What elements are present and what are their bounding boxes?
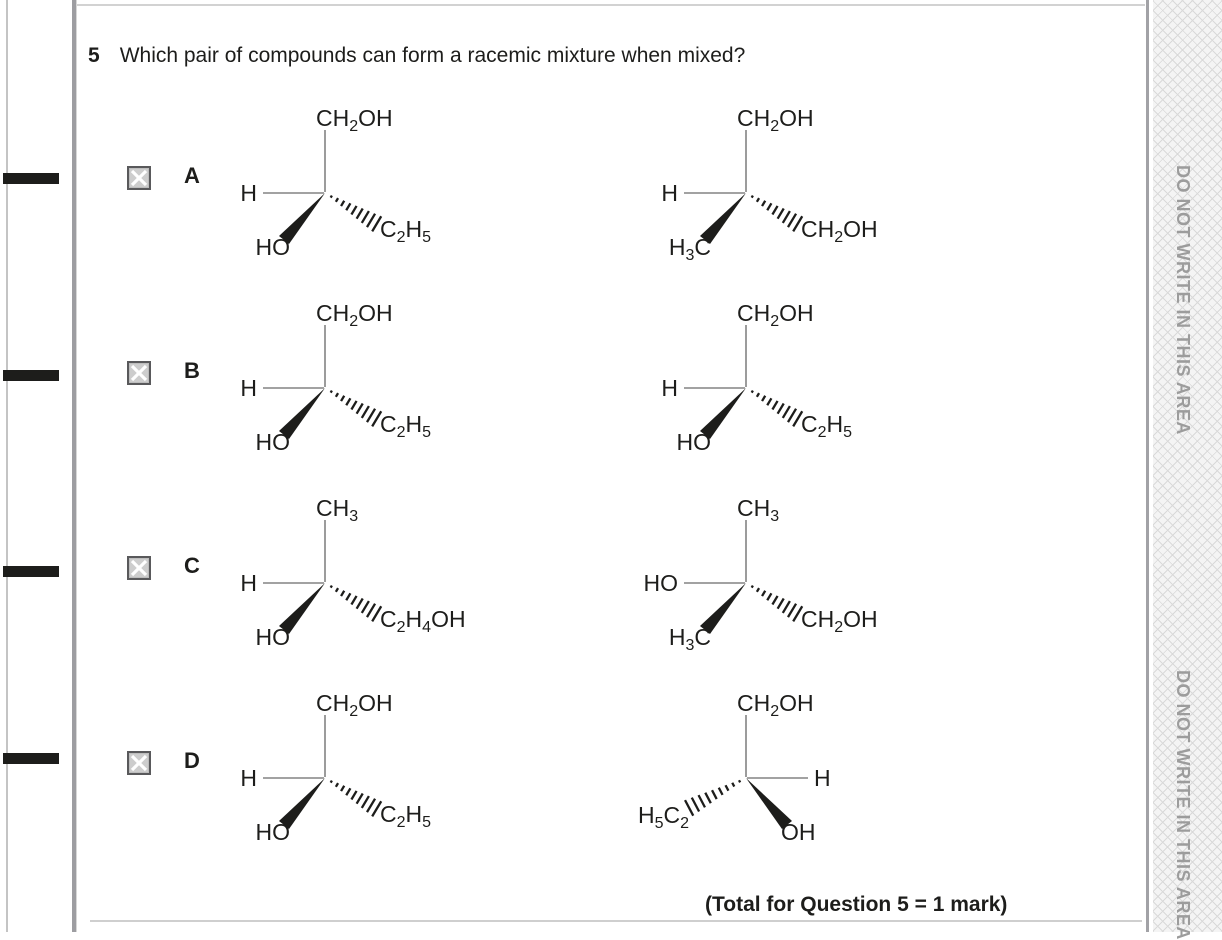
hash-bond-mark — [346, 203, 350, 210]
hash-bond-mark — [752, 391, 753, 393]
hash-bond-mark — [778, 208, 784, 218]
hash-bond-mark — [346, 398, 350, 405]
hash-bond-mark — [757, 393, 759, 397]
hash-bond-mark — [357, 598, 363, 608]
hash-bond-mark — [346, 788, 350, 795]
dash-substituent-label: $C_2H_5$ — [380, 216, 432, 246]
hash-bond-mark — [699, 795, 705, 807]
hash-bond-mark — [336, 783, 338, 787]
side-substituent-label: H — [240, 375, 257, 401]
hash-bond-mark — [752, 196, 753, 198]
wedge-substituent-label: HO — [255, 624, 290, 650]
box-cross-icon — [129, 363, 149, 383]
option-row-b — [0, 295, 1146, 490]
hash-bond-mark — [783, 211, 790, 223]
hash-bond-mark — [732, 783, 734, 787]
side-substituent-label: H — [240, 570, 257, 596]
wedge-substituent-label: OH — [781, 819, 816, 845]
do-not-write-text: DO NOT WRITE IN THIS AREA — [1173, 670, 1193, 940]
hash-bond-mark — [331, 391, 332, 393]
dash-substituent-label: $C_2H_4OH$ — [380, 606, 466, 636]
page-right-border — [1146, 0, 1149, 932]
top-substituent-label: $CH_2OH$ — [316, 105, 393, 135]
top-substituent-label: $CH_3$ — [737, 495, 780, 525]
dash-substituent-label: $CH_2OH$ — [801, 216, 878, 246]
hash-bond-mark — [357, 403, 363, 413]
molecule-structure-left — [210, 292, 550, 477]
hash-bond-mark — [367, 214, 375, 227]
molecule-structure-left — [210, 682, 550, 867]
dash-substituent-label: $H_5C_2$ — [637, 802, 689, 832]
hash-bond-mark — [331, 196, 332, 198]
question — [88, 44, 1088, 68]
hash-bond-mark — [783, 406, 790, 418]
question-text: Which pair of compounds can form a racemic mixture when mixed? — [119, 44, 746, 67]
wedge-substituent-label: HO — [676, 429, 711, 455]
hash-bond-mark — [788, 409, 796, 422]
molecule-structure-right — [631, 97, 971, 282]
side-substituent-label: H — [240, 180, 257, 206]
hash-bond-mark — [336, 393, 338, 397]
top-substituent-label: $CH_2OH$ — [737, 690, 814, 720]
hash-bond-mark — [788, 214, 796, 227]
hash-bond-mark — [783, 601, 790, 613]
hash-bond-mark — [762, 201, 765, 206]
molecule-structure-left — [210, 487, 550, 672]
hash-bond-mark — [762, 396, 765, 401]
hash-bond-mark — [757, 198, 759, 202]
hash-bond-mark — [351, 596, 356, 605]
hash-bond-mark — [726, 785, 729, 790]
option-letter-a: A — [184, 163, 200, 188]
option-row-c — [0, 490, 1146, 685]
top-substituent-label: $CH_2OH$ — [316, 300, 393, 330]
hash-bond-mark — [367, 604, 375, 617]
side-substituent-label: H — [661, 180, 678, 206]
dash-substituent-label: $C_2H_5$ — [380, 801, 432, 831]
option-row-d — [0, 685, 1146, 880]
side-substituent-label: HO — [643, 570, 678, 596]
top-substituent-label: $CH_2OH$ — [737, 105, 814, 135]
option-letter-d: D — [184, 748, 200, 773]
hash-bond-mark — [331, 586, 332, 588]
do-not-write-margin — [1153, 0, 1222, 940]
hash-bond-mark — [767, 398, 771, 405]
box-cross-icon — [129, 753, 149, 773]
hash-bond-mark — [346, 593, 350, 600]
hash-bond-mark — [341, 591, 344, 596]
top-substituent-label: $CH_2OH$ — [737, 300, 814, 330]
molecule-structure-left — [210, 97, 550, 282]
hash-bond-mark — [362, 796, 369, 808]
top-substituent-label: $CH_2OH$ — [316, 690, 393, 720]
hash-bond-mark — [719, 788, 723, 795]
wedge-substituent-label: HO — [255, 819, 290, 845]
hash-bond-mark — [336, 198, 338, 202]
hash-bond-mark — [362, 406, 369, 418]
option-letter-c: C — [184, 553, 200, 578]
question-number: 5 — [88, 44, 100, 67]
hash-bond-mark — [767, 593, 771, 600]
dash-substituent-label: $CH_2OH$ — [801, 606, 878, 636]
hash-bond-mark — [705, 793, 711, 804]
hash-bond-mark — [772, 206, 777, 215]
hash-bond-mark — [341, 396, 344, 401]
side-substituent-label: H — [240, 765, 257, 791]
hash-bond-mark — [367, 799, 375, 812]
side-substituent-label: H — [661, 375, 678, 401]
wedge-substituent-label: HO — [255, 234, 290, 260]
answer-box-b[interactable] — [127, 361, 151, 385]
molecule-structure-right — [631, 682, 971, 867]
molecule-structure-right — [631, 292, 971, 477]
answer-box-c[interactable] — [127, 556, 151, 580]
hash-bond-mark — [772, 401, 777, 410]
box-cross-icon — [129, 168, 149, 188]
do-not-write-text: DO NOT WRITE IN THIS AREA — [1173, 165, 1193, 435]
answer-box-a[interactable] — [127, 166, 151, 190]
hash-bond-mark — [357, 208, 363, 218]
hash-bond-mark — [778, 598, 784, 608]
hash-bond-mark — [767, 203, 771, 210]
box-cross-icon — [129, 558, 149, 578]
wedge-substituent-label: $H_3C$ — [668, 234, 711, 264]
hash-bond-mark — [757, 588, 759, 592]
hash-bond-mark — [712, 790, 717, 799]
hash-bond-mark — [752, 586, 753, 588]
dash-substituent-label: $C_2H_5$ — [801, 411, 853, 441]
hash-bond-mark — [739, 780, 740, 782]
wedge-substituent-label: $H_3C$ — [668, 624, 711, 654]
hash-bond-mark — [336, 588, 338, 592]
wedge-substituent-label: HO — [255, 429, 290, 455]
molecule-structure-right — [631, 487, 971, 672]
hash-bond-mark — [351, 401, 356, 410]
hash-bond-mark — [341, 786, 344, 791]
hash-bond-mark — [362, 211, 369, 223]
hash-bond-mark — [357, 793, 363, 803]
hash-bond-mark — [341, 201, 344, 206]
side-substituent-label: H — [814, 765, 831, 791]
option-row-a — [0, 100, 1146, 295]
dash-substituent-label: $C_2H_5$ — [380, 411, 432, 441]
hash-bond-mark — [772, 596, 777, 605]
total-marks-text: (Total for Question 5 = 1 mark) — [705, 893, 1008, 916]
top-rule — [77, 4, 1145, 6]
hash-bond-mark — [778, 403, 784, 413]
hash-bond-mark — [362, 601, 369, 613]
hash-bond-mark — [788, 604, 796, 617]
bottom-rule — [90, 920, 1142, 922]
hash-bond-mark — [692, 798, 699, 812]
hash-bond-mark — [762, 591, 765, 596]
hash-bond-mark — [351, 206, 356, 215]
answer-box-d[interactable] — [127, 751, 151, 775]
option-letter-b: B — [184, 358, 200, 383]
top-substituent-label: $CH_3$ — [316, 495, 359, 525]
hash-bond-mark — [685, 800, 693, 816]
hash-bond-mark — [351, 791, 356, 800]
hash-bond-mark — [331, 781, 332, 783]
hash-bond-mark — [367, 409, 375, 422]
